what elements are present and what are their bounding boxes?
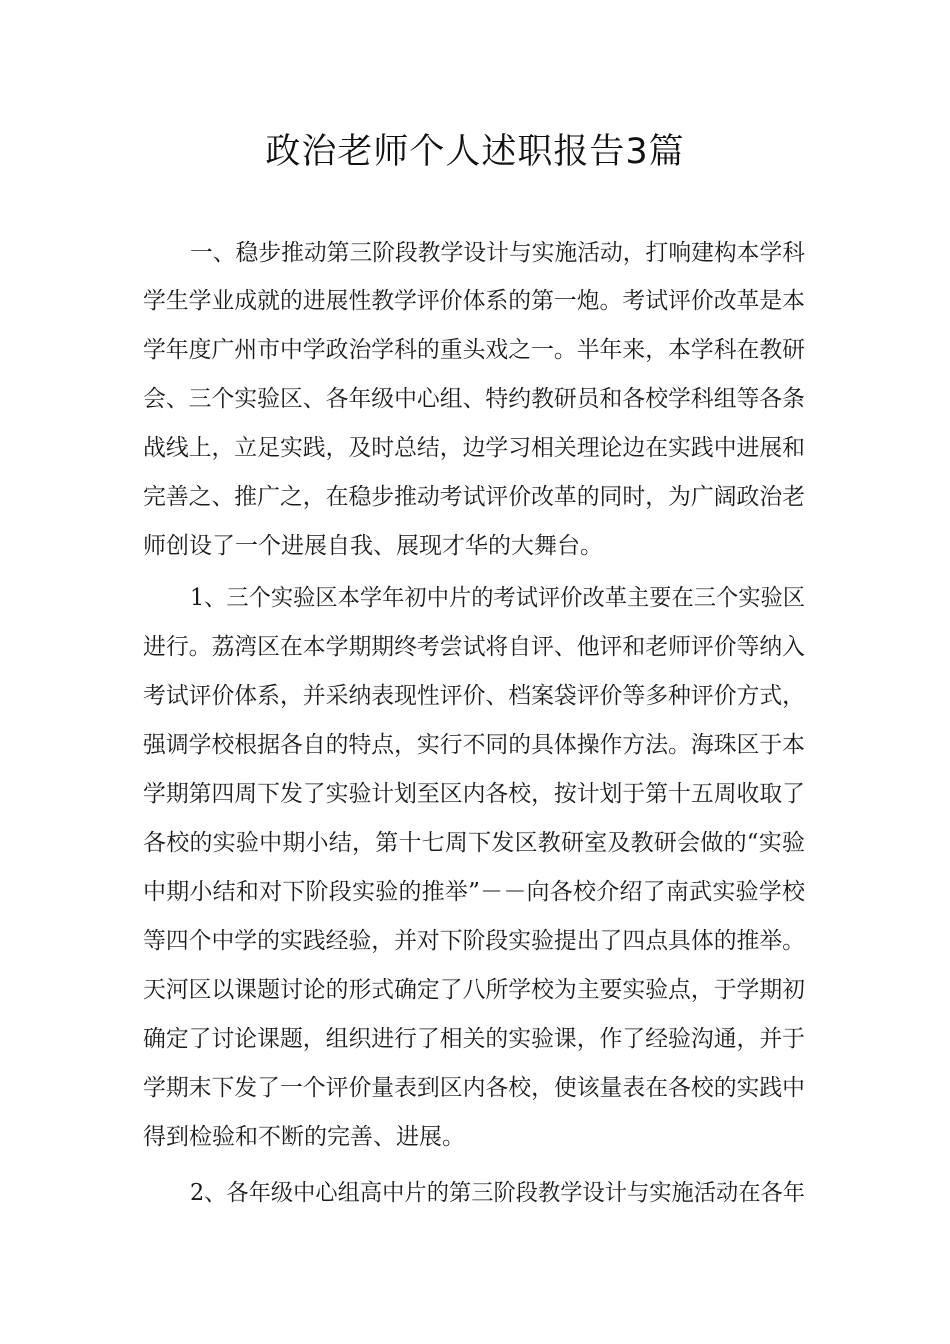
body-line-text: 学年度广州市中学政治学科的重头戏之一。半年来，本学科在教研 — [143, 337, 805, 363]
body-line-text: 得到检验和不断的完善、进展。 — [143, 1124, 465, 1150]
body-line-text: 完善之、推广之，在稳步推动考试评价改革的同时，为广阔政治老 — [143, 484, 805, 510]
body-line-text: 学期第四周下发了实验计划至区内各校，按计划于第十五周收取了 — [143, 781, 805, 807]
body-line-text: 学生学业成就的进展性教学评价体系的第一炮。考试评价改革是本 — [143, 288, 805, 314]
body-line-text: 学期末下发了一个评价量表到区内各校，使该量表在各校的实践中 — [143, 1075, 805, 1101]
body-line-text: 等四个中学的实践经验，并对下阶段实验提出了四点具体的推举。 — [143, 928, 805, 954]
body-line-text: 师创设了一个进展自我、展现才华的大舞台。 — [143, 533, 603, 559]
body-line-text: 确定了讨论课题，组织进行了相关的实验课，作了经验沟通，并于 — [143, 1026, 805, 1052]
body-line-text: 各校的实验中期小结，第十七周下发区教研室及教研会做的“实验 — [143, 830, 806, 856]
body-line-text: 一、稳步推动第三阶段教学设计与实施活动，打响建构本学科 — [190, 240, 805, 266]
body-line-text: 会、三个实验区、各年级中心组、特约教研员和各校学科组等各条 — [143, 386, 805, 412]
body-line-text: 战线上，立足实践，及时总结，边学习相关理论边在实践中进展和 — [143, 435, 805, 461]
body-line-text: 进行。荔湾区在本学期期终考尝试将自评、他评和老师评价等纳入 — [143, 634, 805, 660]
body-line-text: 考试评价体系，并采纳表现性评价、档案袋评价等多种评价方式， — [143, 683, 805, 709]
body-line-text: 2、各年级中心组高中片的第三阶段教学设计与实施活动在各年 — [190, 1180, 805, 1206]
document-title: 政治老师个人述职报告3篇 — [265, 132, 685, 172]
body-line-text: 天河区以课题讨论的形式确定了八所学校为主要实验点，于学期初 — [143, 977, 805, 1003]
body-line-text: 强调学校根据各自的特点，实行不同的具体操作方法。海珠区于本 — [143, 732, 805, 758]
body-line-text: 中期小结和对下阶段实验的推举”－－向各校介绍了南武实验学校 — [143, 879, 806, 905]
body-line-text: 1、三个实验区本学年初中片的考试评价改革主要在三个实验区 — [190, 585, 805, 611]
